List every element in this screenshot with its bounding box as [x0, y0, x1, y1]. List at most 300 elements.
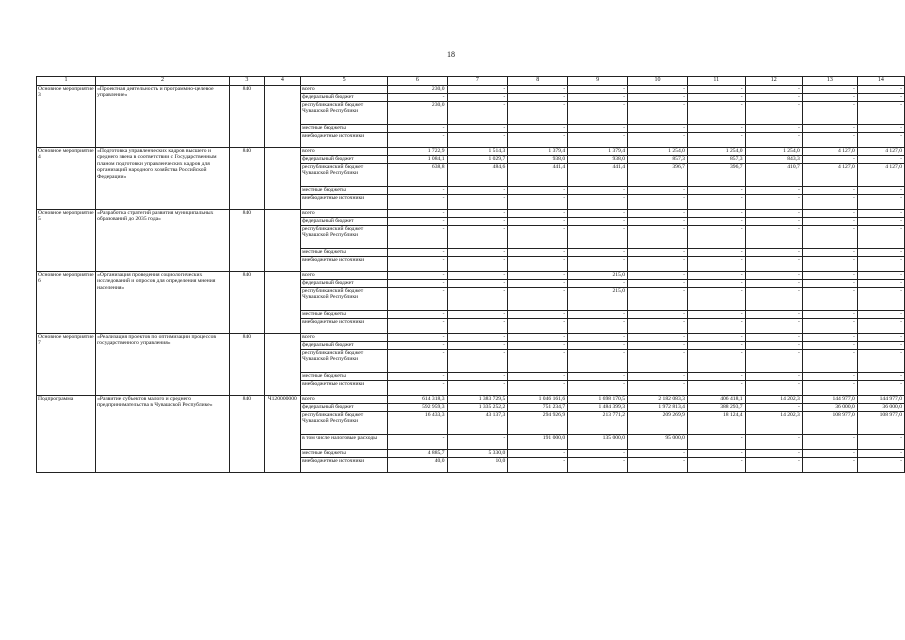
- responsible-code: 840: [230, 396, 265, 473]
- value-cell: -: [745, 86, 802, 94]
- value-cell: -: [388, 288, 447, 311]
- value-cell: -: [745, 195, 802, 210]
- value-cell: -: [857, 458, 904, 473]
- value-cell: -: [568, 218, 628, 226]
- value-cell: 36 000,0: [857, 404, 904, 412]
- value-cell: -: [745, 257, 802, 272]
- funding-source-label: республиканский бюджет Чувашской Республики: [301, 164, 388, 187]
- value-cell: -: [628, 125, 688, 133]
- budget-code: [264, 86, 300, 148]
- value-cell: -: [687, 435, 745, 450]
- value-cell: 36 000,0: [802, 404, 857, 412]
- value-cell: -: [388, 257, 447, 272]
- funding-source-label: республиканский бюджет Чувашской Республики: [301, 102, 388, 125]
- value-cell: 1 383 729,5: [447, 396, 508, 404]
- value-cell: -: [687, 218, 745, 226]
- value-cell: -: [508, 311, 568, 319]
- value-cell: 614 318,3: [388, 396, 447, 404]
- value-cell: 14 202,3: [745, 396, 802, 404]
- value-cell: -: [802, 450, 857, 458]
- responsible-code: 840: [230, 148, 265, 210]
- value-cell: -: [388, 311, 447, 319]
- budget-code: [264, 148, 300, 210]
- value-cell: -: [447, 280, 508, 288]
- value-cell: -: [857, 210, 904, 218]
- measure-title: «Проектная деятельность и программно-целевое управление»: [96, 86, 230, 148]
- value-cell: 1 698 170,5: [568, 396, 628, 404]
- value-cell: -: [802, 458, 857, 473]
- responsible-code: 840: [230, 334, 265, 396]
- value-cell: 1 722,9: [388, 148, 447, 156]
- value-cell: -: [508, 450, 568, 458]
- value-cell: -: [745, 226, 802, 249]
- value-cell: -: [388, 133, 447, 148]
- value-cell: -: [745, 102, 802, 125]
- value-cell: -: [568, 195, 628, 210]
- value-cell: -: [628, 373, 688, 381]
- value-cell: 5 330,0: [447, 450, 508, 458]
- value-cell: -: [802, 218, 857, 226]
- value-cell: -: [687, 94, 745, 102]
- value-cell: -: [508, 102, 568, 125]
- value-cell: -: [628, 342, 688, 350]
- value-cell: -: [447, 187, 508, 195]
- header-cell: 6: [388, 77, 447, 86]
- funding-source-label: федеральный бюджет: [301, 218, 388, 226]
- measure-name: Основное мероприятие 6: [37, 272, 96, 334]
- value-cell: 4 127,0: [802, 164, 857, 187]
- value-cell: 441,4: [508, 164, 568, 187]
- value-cell: -: [508, 218, 568, 226]
- value-cell: -: [628, 350, 688, 373]
- value-cell: -: [857, 195, 904, 210]
- value-cell: -: [628, 311, 688, 319]
- value-cell: -: [447, 218, 508, 226]
- value-cell: -: [508, 272, 568, 280]
- responsible-code: 840: [230, 272, 265, 334]
- value-cell: -: [857, 373, 904, 381]
- value-cell: -: [508, 210, 568, 218]
- value-cell: -: [388, 125, 447, 133]
- value-cell: -: [388, 218, 447, 226]
- value-cell: -: [628, 226, 688, 249]
- funding-source-label: внебюджетные источники: [301, 133, 388, 148]
- value-cell: -: [802, 133, 857, 148]
- table-row: [37, 210, 905, 218]
- value-cell: -: [687, 102, 745, 125]
- value-cell: -: [628, 381, 688, 396]
- value-cell: -: [388, 187, 447, 195]
- funding-source-label: республиканский бюджет Чувашской Республики: [301, 350, 388, 373]
- value-cell: 843,3: [745, 156, 802, 164]
- header-cell: 14: [857, 77, 904, 86]
- value-cell: -: [508, 334, 568, 342]
- header-cell: 4: [264, 77, 300, 86]
- funding-source-label: всего: [301, 334, 388, 342]
- value-cell: 1 254,0: [745, 148, 802, 156]
- value-cell: -: [745, 280, 802, 288]
- value-cell: -: [568, 373, 628, 381]
- funding-source-label: внебюджетные источники: [301, 319, 388, 334]
- value-cell: -: [687, 257, 745, 272]
- header-cell: 5: [301, 77, 388, 86]
- value-cell: -: [568, 125, 628, 133]
- funding-source-label: местные бюджеты: [301, 311, 388, 319]
- value-cell: -: [508, 288, 568, 311]
- value-cell: 1 335 252,2: [447, 404, 508, 412]
- value-cell: 191 000,0: [508, 435, 568, 450]
- header-cell: 3: [230, 77, 265, 86]
- value-cell: -: [628, 94, 688, 102]
- funding-source-label: всего: [301, 210, 388, 218]
- value-cell: 406 418,1: [687, 396, 745, 404]
- value-cell: -: [857, 133, 904, 148]
- value-cell: -: [508, 133, 568, 148]
- table-row: [37, 272, 905, 280]
- value-cell: -: [857, 257, 904, 272]
- value-cell: -: [388, 280, 447, 288]
- value-cell: -: [857, 342, 904, 350]
- value-cell: -: [687, 334, 745, 342]
- value-cell: -: [568, 249, 628, 257]
- value-cell: -: [568, 280, 628, 288]
- value-cell: -: [857, 156, 904, 164]
- value-cell: -: [388, 195, 447, 210]
- value-cell: 230,0: [388, 102, 447, 125]
- value-cell: -: [628, 210, 688, 218]
- value-cell: -: [388, 342, 447, 350]
- funding-source-label: местные бюджеты: [301, 125, 388, 133]
- value-cell: 1 379,4: [568, 148, 628, 156]
- funding-source-label: федеральный бюджет: [301, 94, 388, 102]
- funding-source-label: в том числе налоговые расходы: [301, 435, 388, 450]
- measure-name: Подпрограмма: [37, 396, 96, 473]
- value-cell: -: [745, 450, 802, 458]
- value-cell: -: [628, 249, 688, 257]
- value-cell: -: [687, 288, 745, 311]
- value-cell: -: [447, 195, 508, 210]
- value-cell: -: [628, 195, 688, 210]
- value-cell: -: [745, 458, 802, 473]
- value-cell: -: [447, 373, 508, 381]
- value-cell: -: [802, 226, 857, 249]
- value-cell: -: [802, 373, 857, 381]
- value-cell: -: [447, 334, 508, 342]
- value-cell: -: [447, 319, 508, 334]
- value-cell: 1 084,1: [388, 156, 447, 164]
- value-cell: -: [508, 187, 568, 195]
- funding-source-label: республиканский бюджет Чувашской Республики: [301, 412, 388, 435]
- header-cell: 12: [745, 77, 802, 86]
- value-cell: -: [802, 125, 857, 133]
- funding-source-label: внебюджетные источники: [301, 458, 388, 473]
- header-cell: 11: [687, 77, 745, 86]
- value-cell: -: [568, 458, 628, 473]
- value-cell: -: [687, 381, 745, 396]
- measure-name: Основное мероприятие 5: [37, 210, 96, 272]
- value-cell: -: [857, 218, 904, 226]
- value-cell: -: [857, 226, 904, 249]
- value-cell: -: [857, 187, 904, 195]
- value-cell: -: [745, 288, 802, 311]
- value-cell: -: [802, 210, 857, 218]
- value-cell: 108 977,0: [857, 412, 904, 435]
- value-cell: -: [508, 350, 568, 373]
- value-cell: -: [857, 125, 904, 133]
- value-cell: -: [568, 319, 628, 334]
- value-cell: -: [628, 257, 688, 272]
- value-cell: 2 182 083,3: [628, 396, 688, 404]
- value-cell: 1 046 161,6: [508, 396, 568, 404]
- value-cell: -: [388, 272, 447, 280]
- value-cell: -: [857, 334, 904, 342]
- value-cell: -: [447, 94, 508, 102]
- table-row: [37, 396, 905, 404]
- value-cell: -: [508, 86, 568, 94]
- value-cell: -: [857, 381, 904, 396]
- value-cell: -: [857, 102, 904, 125]
- value-cell: -: [447, 125, 508, 133]
- value-cell: -: [628, 288, 688, 311]
- funding-source-label: внебюджетные источники: [301, 257, 388, 272]
- value-cell: 938,0: [568, 156, 628, 164]
- value-cell: -: [628, 280, 688, 288]
- measure-title: «Разработка стратегий развития муниципальных образований до 2035 года»: [96, 210, 230, 272]
- value-cell: -: [857, 319, 904, 334]
- value-cell: -: [687, 272, 745, 280]
- value-cell: 1 254,0: [687, 148, 745, 156]
- value-cell: -: [568, 450, 628, 458]
- value-cell: 40,0: [388, 458, 447, 473]
- value-cell: -: [802, 288, 857, 311]
- value-cell: -: [508, 319, 568, 334]
- value-cell: 4 127,0: [802, 148, 857, 156]
- value-cell: -: [802, 86, 857, 94]
- value-cell: -: [745, 334, 802, 342]
- value-cell: -: [745, 319, 802, 334]
- measure-title: «Реализация проектов по оптимизации процессов государственного управления»: [96, 334, 230, 396]
- funding-source-label: федеральный бюджет: [301, 156, 388, 164]
- value-cell: -: [508, 195, 568, 210]
- value-cell: -: [802, 381, 857, 396]
- value-cell: -: [687, 187, 745, 195]
- header-row: [37, 77, 905, 86]
- value-cell: -: [388, 350, 447, 373]
- funding-source-label: внебюджетные источники: [301, 195, 388, 210]
- measure-name: Основное мероприятие 4: [37, 148, 96, 210]
- value-cell: -: [802, 249, 857, 257]
- value-cell: 43 137,3: [447, 412, 508, 435]
- value-cell: -: [745, 311, 802, 319]
- value-cell: -: [628, 218, 688, 226]
- page-number: 18: [447, 50, 455, 59]
- value-cell: 857,3: [628, 156, 688, 164]
- value-cell: 10,0: [447, 458, 508, 473]
- value-cell: -: [745, 435, 802, 450]
- value-cell: -: [568, 381, 628, 396]
- budget-table: [36, 76, 905, 473]
- header-cell: 7: [447, 77, 508, 86]
- value-cell: -: [508, 458, 568, 473]
- value-cell: -: [802, 156, 857, 164]
- value-cell: -: [745, 218, 802, 226]
- value-cell: 95 000,0: [628, 435, 688, 450]
- value-cell: 1 484 399,3: [568, 404, 628, 412]
- value-cell: -: [447, 102, 508, 125]
- value-cell: -: [447, 133, 508, 148]
- value-cell: -: [802, 342, 857, 350]
- value-cell: -: [447, 350, 508, 373]
- value-cell: -: [687, 226, 745, 249]
- funding-source-label: местные бюджеты: [301, 249, 388, 257]
- value-cell: 638,8: [388, 164, 447, 187]
- value-cell: -: [447, 210, 508, 218]
- value-cell: -: [508, 226, 568, 249]
- value-cell: 14 202,3: [745, 412, 802, 435]
- value-cell: -: [687, 350, 745, 373]
- funding-source-label: всего: [301, 272, 388, 280]
- value-cell: -: [628, 458, 688, 473]
- value-cell: -: [802, 334, 857, 342]
- value-cell: 144 977,0: [802, 396, 857, 404]
- value-cell: -: [857, 272, 904, 280]
- value-cell: 1 972 813,4: [628, 404, 688, 412]
- value-cell: -: [745, 373, 802, 381]
- value-cell: -: [802, 350, 857, 373]
- funding-source-label: местные бюджеты: [301, 187, 388, 195]
- value-cell: -: [802, 319, 857, 334]
- budget-code: Ч120000000: [264, 396, 300, 473]
- value-cell: 1 029,7: [447, 156, 508, 164]
- value-cell: 1 514,3: [447, 148, 508, 156]
- value-cell: -: [628, 86, 688, 94]
- value-cell: -: [857, 94, 904, 102]
- value-cell: -: [628, 272, 688, 280]
- value-cell: -: [745, 381, 802, 396]
- measure-name: Основное мероприятие 3: [37, 86, 96, 148]
- funding-source-label: всего: [301, 86, 388, 94]
- value-cell: -: [687, 373, 745, 381]
- value-cell: 1 379,4: [508, 148, 568, 156]
- value-cell: -: [687, 342, 745, 350]
- value-cell: -: [802, 187, 857, 195]
- measure-title: «Развитие субъектов малого и среднего предпринимательства в Чувашской Республике»: [96, 396, 230, 473]
- funding-source-label: всего: [301, 396, 388, 404]
- value-cell: -: [745, 404, 802, 412]
- value-cell: -: [568, 133, 628, 148]
- measure-name: Основное мероприятие 7: [37, 334, 96, 396]
- value-cell: -: [628, 319, 688, 334]
- value-cell: -: [628, 450, 688, 458]
- value-cell: 4 885,7: [388, 450, 447, 458]
- value-cell: 213 771,2: [568, 412, 628, 435]
- value-cell: 441,4: [568, 164, 628, 187]
- value-cell: 4 127,0: [857, 164, 904, 187]
- value-cell: -: [745, 249, 802, 257]
- value-cell: 230,0: [388, 86, 447, 94]
- value-cell: -: [857, 86, 904, 94]
- value-cell: 135 000,0: [568, 435, 628, 450]
- value-cell: -: [687, 311, 745, 319]
- funding-source-label: республиканский бюджет Чувашской Республики: [301, 226, 388, 249]
- value-cell: -: [687, 210, 745, 218]
- value-cell: -: [568, 257, 628, 272]
- value-cell: 294 926,9: [508, 412, 568, 435]
- value-cell: -: [687, 450, 745, 458]
- value-cell: -: [802, 435, 857, 450]
- value-cell: 215,0: [568, 288, 628, 311]
- value-cell: 209 269,9: [628, 412, 688, 435]
- responsible-code: 840: [230, 86, 265, 148]
- value-cell: -: [802, 195, 857, 210]
- value-cell: -: [628, 334, 688, 342]
- value-cell: -: [802, 311, 857, 319]
- value-cell: 592 959,3: [388, 404, 447, 412]
- value-cell: 938,0: [508, 156, 568, 164]
- value-cell: -: [857, 450, 904, 458]
- value-cell: -: [687, 319, 745, 334]
- value-cell: -: [388, 381, 447, 396]
- value-cell: -: [802, 280, 857, 288]
- value-cell: 751 234,7: [508, 404, 568, 412]
- value-cell: -: [447, 272, 508, 280]
- value-cell: 396,7: [687, 164, 745, 187]
- value-cell: -: [628, 102, 688, 125]
- value-cell: -: [745, 342, 802, 350]
- funding-source-label: федеральный бюджет: [301, 280, 388, 288]
- value-cell: 1 254,0: [628, 148, 688, 156]
- value-cell: -: [568, 187, 628, 195]
- funding-source-label: федеральный бюджет: [301, 342, 388, 350]
- header-cell: 13: [802, 77, 857, 86]
- header-cell: 9: [568, 77, 628, 86]
- value-cell: -: [745, 133, 802, 148]
- value-cell: -: [447, 86, 508, 94]
- value-cell: -: [687, 133, 745, 148]
- value-cell: -: [745, 272, 802, 280]
- value-cell: 410,7: [745, 164, 802, 187]
- value-cell: -: [802, 272, 857, 280]
- value-cell: -: [857, 435, 904, 450]
- budget-code: [264, 272, 300, 334]
- value-cell: -: [745, 350, 802, 373]
- value-cell: -: [447, 342, 508, 350]
- value-cell: 396,7: [628, 164, 688, 187]
- measure-title: «Подготовка управленческих кадров высшего и среднего звена в соответствии с Государственным планом подготовки управленческих кадров для организаций народного хозяйства Российской Федерации»: [96, 148, 230, 210]
- value-cell: -: [687, 195, 745, 210]
- value-cell: -: [628, 133, 688, 148]
- value-cell: -: [568, 334, 628, 342]
- value-cell: -: [745, 210, 802, 218]
- value-cell: -: [508, 94, 568, 102]
- value-cell: -: [447, 249, 508, 257]
- value-cell: -: [568, 102, 628, 125]
- value-cell: -: [508, 125, 568, 133]
- value-cell: -: [687, 86, 745, 94]
- header-cell: 1: [37, 77, 96, 86]
- value-cell: 18 124,4: [687, 412, 745, 435]
- value-cell: -: [687, 458, 745, 473]
- value-cell: -: [388, 334, 447, 342]
- header-cell: 10: [628, 77, 688, 86]
- value-cell: -: [388, 94, 447, 102]
- value-cell: -: [802, 94, 857, 102]
- responsible-code: 840: [230, 210, 265, 272]
- value-cell: -: [388, 249, 447, 257]
- value-cell: -: [447, 257, 508, 272]
- value-cell: -: [628, 187, 688, 195]
- value-cell: -: [447, 435, 508, 450]
